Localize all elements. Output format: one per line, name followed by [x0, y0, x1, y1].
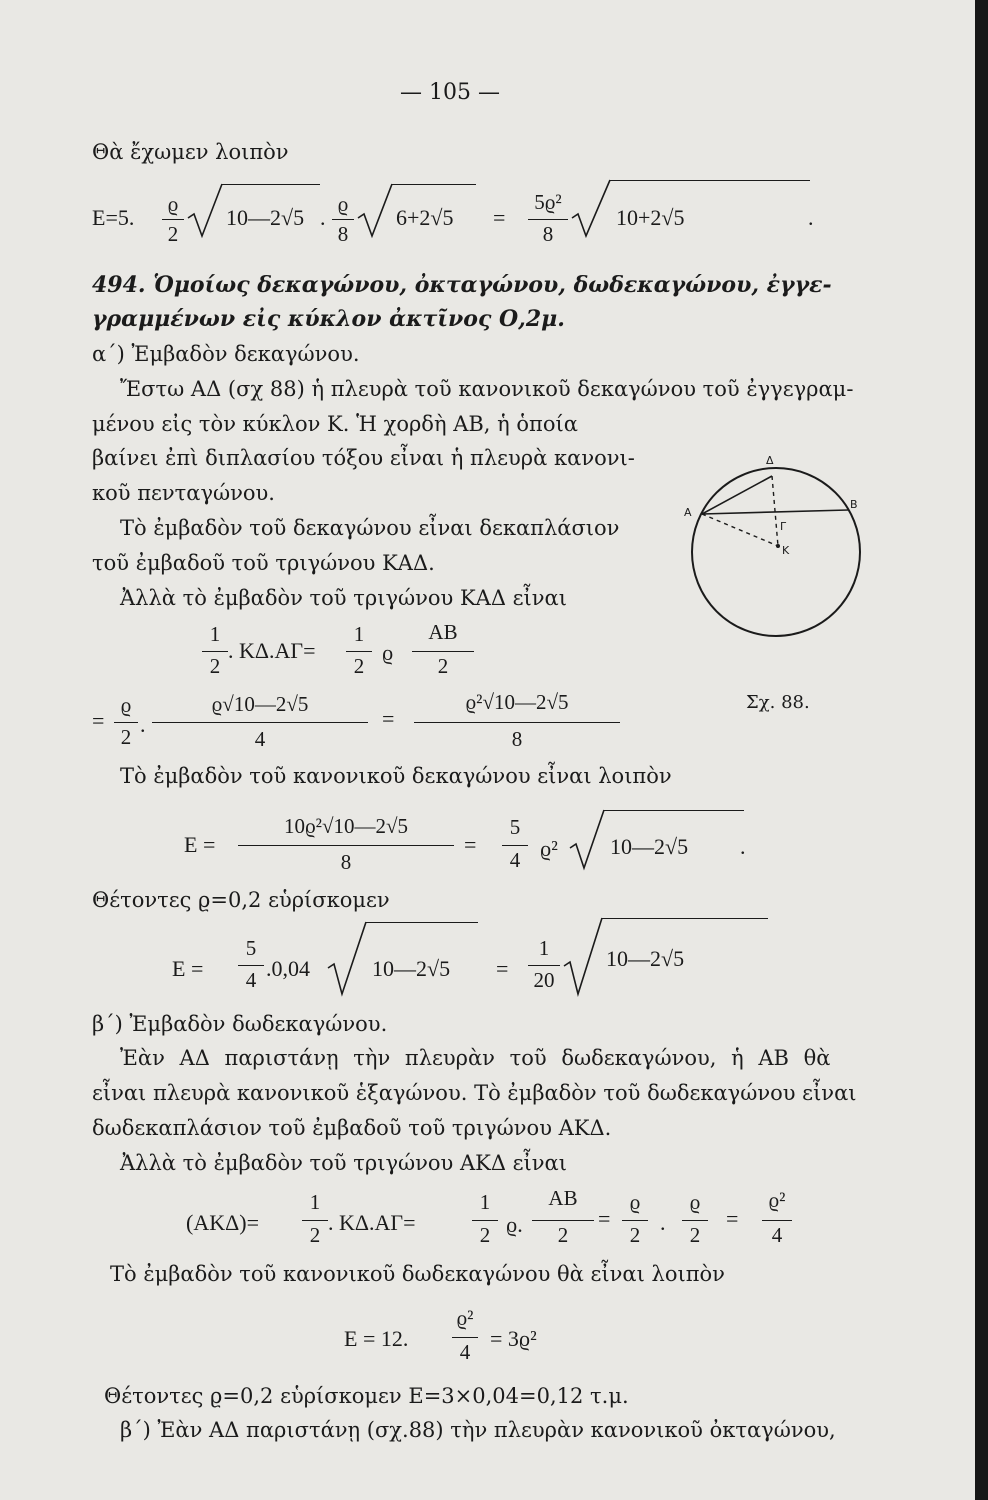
eq1-frac2-bar [332, 219, 354, 220]
eq5-radical-1 [326, 918, 370, 998]
eq1-vinculum-1 [222, 184, 320, 185]
eq2-frac1-bar [202, 651, 228, 652]
eq3-dot: . [140, 712, 146, 737]
part-a-p4: Τὸ ἐμβαδὸν τοῦ κανονικοῦ δεκαγώνου εἶναι λοιπὸν [120, 764, 672, 788]
part-b-p1-l2: εἶναι πλευρὰ κανονικοῦ ἑξαγώνου. Τὸ ἐμβαδὸν τοῦ δωδεκαγώνου εἶναι [92, 1081, 857, 1105]
eq4-frac2-den: 4 [509, 848, 521, 872]
eq2-frac3-den: 2 [437, 654, 449, 678]
eq1-end: . [808, 205, 814, 230]
eq1-frac2-den: 8 [337, 222, 349, 246]
part-a-p1-l3: βαίνει ἐπὶ διπλασίου τόξου εἶναι ἡ πλευρὰ κανονι- [92, 446, 635, 470]
part-a-p3: Ἀλλὰ τὸ ἐμβαδὸν τοῦ τριγώνου ΚΑΔ εἶναι [120, 586, 567, 610]
eq1-equals: = [493, 205, 506, 230]
section-heading-line1 [92, 272, 832, 298]
eq6-equals-2: = [726, 1206, 739, 1231]
eq6-equals-1: = [598, 1206, 611, 1231]
eq1-radical-1 [186, 180, 226, 240]
eq4-end: . [740, 834, 746, 859]
eq1-radical-2 [356, 180, 396, 240]
eq3-frac3-num: ϱ²√10—2√5 [465, 690, 569, 714]
eq4-radicand: 10—2√5 [610, 834, 689, 859]
eq4-radical [568, 806, 608, 872]
eq1-lhs: E=5. [92, 205, 135, 230]
eq1-dot: . [320, 205, 326, 230]
side-ad [702, 476, 772, 514]
label-b: Β [850, 498, 858, 511]
eq2-mid: . ΚΔ.ΑΓ= [228, 638, 316, 663]
eq6-frac4-bar [622, 1220, 648, 1221]
eq3-frac2-den: 4 [254, 727, 266, 751]
eq5-mid: .0,04 [266, 956, 310, 981]
eq2-frac2-num: 1 [353, 622, 365, 646]
part-a-heading: α΄) Ἐμβαδὸν δεκαγώνου. [92, 342, 360, 366]
part-b-p4: Θέτοντες ϱ=0,2 εὑρίσκομεν E=3×0,04=0,12 τ.μ. [104, 1384, 629, 1408]
figure-88 [680, 450, 880, 640]
eq6-frac4-num: ϱ [629, 1190, 641, 1214]
eq6-frac2-bar [472, 1220, 498, 1221]
eq1-frac1-num: ϱ [167, 192, 179, 216]
eq6-mid: . ΚΔ.ΑΓ= [328, 1210, 416, 1235]
eq5-frac2-bar [528, 965, 560, 966]
eq3-frac3-bar [414, 722, 620, 723]
eq5-radicand-2: 10—2√5 [606, 946, 685, 971]
part-a-p1-l4: κοῦ πενταγώνου. [92, 481, 275, 505]
eq1-radical-3 [570, 176, 614, 240]
eq6-frac3-num: ΑΒ [548, 1186, 578, 1210]
eq5-radical-2 [562, 914, 606, 998]
label-delta: Δ [766, 454, 774, 467]
eq5-frac1-bar [238, 965, 264, 966]
eq5-frac2-num: 1 [538, 936, 550, 960]
eq5-radicand-1: 10—2√5 [372, 956, 451, 981]
eq1-vinculum-3 [610, 180, 810, 181]
eq7-frac-num: ϱ² [456, 1306, 474, 1330]
eq6-frac4-den: 2 [629, 1223, 641, 1247]
eq3-frac1-num: ϱ [120, 693, 132, 717]
eq2-frac3-num: ΑΒ [428, 620, 458, 644]
eq7-rhs: = 3ϱ² [490, 1326, 537, 1351]
eq2-rho: ϱ [382, 640, 394, 665]
eq7-frac-bar [452, 1337, 478, 1338]
eq3-frac3-den: 8 [511, 727, 523, 751]
eq3-frac1-bar [114, 722, 138, 723]
eq6-frac3-den: 2 [557, 1223, 569, 1247]
circle-k [692, 468, 860, 636]
eq3-frac1-den: 2 [120, 725, 132, 749]
label-k: Κ [782, 544, 790, 557]
eq6-lhs: (ΑΚΔ)= [186, 1210, 259, 1235]
eq1-frac1-den: 2 [167, 222, 179, 246]
section-title-2: γραμμένων εἰς κύκλον ἀκτῖνος Ο,2μ. [92, 306, 565, 332]
label-g: Γ [780, 520, 787, 533]
eq6-frac5-bar [682, 1220, 708, 1221]
radius-kd [772, 476, 778, 546]
eq2-frac1-num: 1 [209, 622, 221, 646]
eq2-frac1-den: 2 [209, 654, 221, 678]
section-number: 494. [92, 272, 146, 298]
part-a-p1-l1: Ἔστω ΑΔ (σχ 88) ἡ πλευρὰ τοῦ κανονικοῦ δεκαγώνου τοῦ ἐγγεγραμ- [120, 377, 854, 401]
eq3-frac2-bar [152, 722, 368, 723]
eq1-frac3-den: 8 [542, 222, 554, 246]
eq1-frac3-bar [528, 219, 568, 220]
eq3-equals: = [382, 706, 395, 731]
eq2-frac2-bar [346, 651, 372, 652]
intro-line: Θὰ ἔχωμεν λοιπὸν [92, 140, 289, 164]
eq5-lhs: E = [172, 956, 204, 981]
eq1-frac3-num: 5ϱ² [534, 190, 562, 214]
eq6-frac3-bar [532, 1220, 594, 1221]
page-number: — 105 — [400, 80, 500, 105]
eq1-radicand-3: 10+2√5 [616, 205, 685, 230]
eq4-frac1-num: 10ϱ²√10—2√5 [283, 814, 409, 838]
eq5-frac1-num: 5 [245, 936, 257, 960]
eq5-frac1-den: 4 [245, 968, 257, 992]
eq2-frac3-bar [412, 651, 474, 652]
eq5-equals: = [496, 956, 509, 981]
eq7-lhs: E = 12. [344, 1326, 409, 1351]
eq2-frac2-den: 2 [353, 654, 365, 678]
eq1-radicand-2: 6+2√5 [396, 205, 454, 230]
eq3-frac2-num: ϱ√10—2√5 [211, 692, 309, 716]
part-a-p1-l2: μένου εἰς τὸν κύκλον Κ. Ἡ χορδὴ ΑΒ, ἡ ὁποία [92, 412, 578, 436]
eq6-frac6-den: 4 [771, 1223, 783, 1247]
eq6-frac6-num: ϱ² [768, 1188, 786, 1212]
part-b-p5: β΄) Ἐὰν ΑΔ παριστάνῃ (σχ.88) τὴν πλευρὰν κανονικοῦ ὀκταγώνου, [120, 1418, 836, 1442]
eq4-frac1-den: 8 [340, 850, 352, 874]
eq4-lhs: E = [184, 832, 216, 857]
eq1-frac2-num: ϱ [337, 192, 349, 216]
part-a-p5: Θέτοντες ϱ=0,2 εὑρίσκομεν [92, 888, 390, 912]
eq6-dot: . [660, 1210, 666, 1235]
part-b-p1-l1: Ἐὰν ΑΔ παριστάνῃ τὴν πλευρὰν τοῦ δωδεκαγώνου, ἡ ΑΒ θὰ [120, 1046, 831, 1070]
part-b-heading: β΄) Ἐμβαδὸν δωδεκαγώνου. [92, 1012, 388, 1036]
figure-caption: Σχ. 88. [746, 692, 810, 713]
part-a-p2-l1: Τὸ ἐμβαδὸν τοῦ δεκαγώνου εἶναι δεκαπλάσιον [120, 516, 620, 540]
eq1-vinculum-2 [392, 184, 476, 185]
part-b-p3: Τὸ ἐμβαδὸν τοῦ κανονικοῦ δωδεκαγώνου θὰ εἶναι λοιπὸν [110, 1262, 725, 1286]
eq6-frac6-bar [762, 1220, 792, 1221]
eq5-frac2-den: 20 [533, 968, 555, 992]
section-title-1: Ὁμοίως δεκαγώνου, ὀκταγώνου, δωδεκαγώνου, ἐγγε- [153, 272, 832, 298]
eq4-rho: ϱ² [540, 836, 558, 861]
eq6-rho: ϱ. [506, 1212, 523, 1237]
eq6-frac2-num: 1 [479, 1190, 491, 1214]
eq6-frac2-den: 2 [479, 1223, 491, 1247]
center-point [776, 544, 780, 548]
eq7-frac-den: 4 [459, 1340, 471, 1364]
eq4-vinculum [604, 810, 744, 811]
eq4-equals: = [464, 832, 477, 857]
part-a-p2-l2: τοῦ ἐμβαδοῦ τοῦ τριγώνου ΚΑΔ. [92, 551, 435, 575]
part-b-p2: Ἀλλὰ τὸ ἐμβαδὸν τοῦ τριγώνου ΑΚΔ εἶναι [120, 1151, 567, 1175]
part-b-p1-l3: δωδεκαπλάσιον τοῦ ἐμβαδοῦ τοῦ τριγώνου ΑΚΔ. [92, 1116, 612, 1140]
eq6-frac1-den: 2 [309, 1223, 321, 1247]
eq1-radicand-1: 10—2√5 [226, 205, 305, 230]
eq6-frac5-den: 2 [689, 1223, 701, 1247]
eq5-vinculum-1 [366, 922, 478, 923]
eq6-frac5-num: ϱ [689, 1190, 701, 1214]
eq5-vinculum-2 [602, 918, 768, 919]
eq4-frac1-bar [238, 845, 454, 846]
radius-ka [702, 514, 778, 546]
eq3-lead: = [92, 708, 105, 733]
eq6-frac1-num: 1 [309, 1190, 321, 1214]
label-a: Α [684, 506, 692, 519]
eq6-frac1-bar [302, 1220, 328, 1221]
eq1-frac1-bar [162, 219, 184, 220]
eq4-frac2-bar [502, 845, 528, 846]
eq4-frac2-num: 5 [509, 815, 521, 839]
